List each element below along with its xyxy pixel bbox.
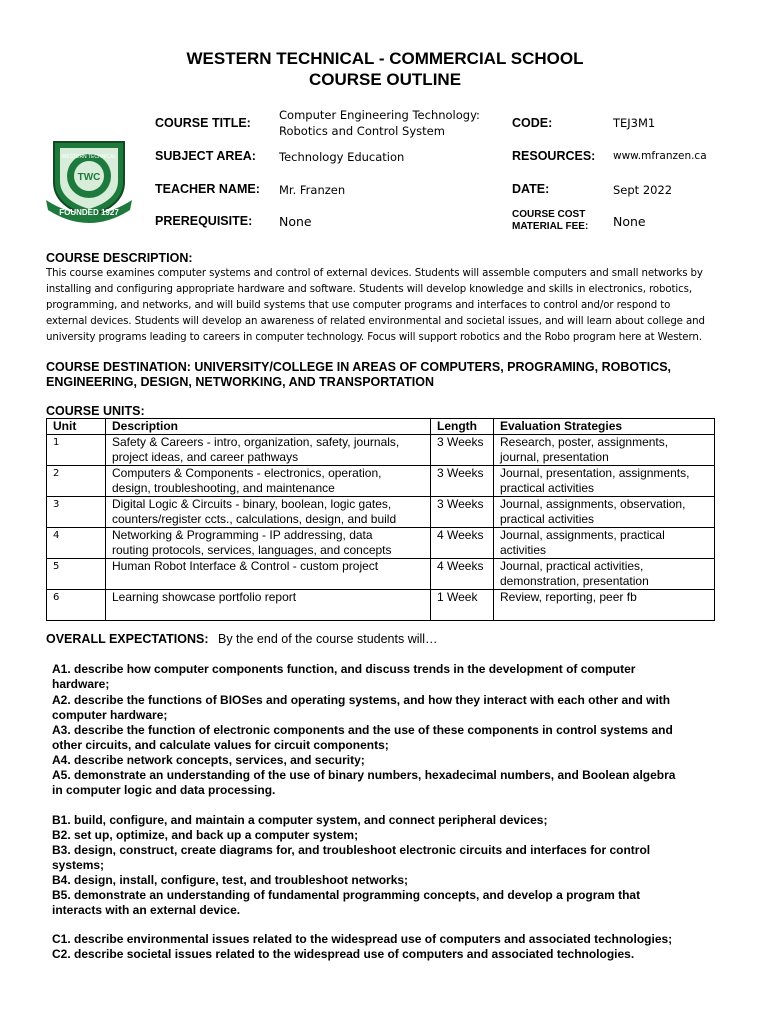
unit-length: 3 Weeks — [431, 497, 494, 528]
date-label: DATE: — [512, 182, 550, 196]
table-row — [47, 528, 715, 559]
fee-value: None — [613, 214, 646, 229]
table-row — [47, 435, 715, 466]
description-line: university programs leading to careers in computer technology. Focus will support robotics and the Robo program here at Western. — [46, 332, 702, 343]
document-title: COURSE OUTLINE — [308, 70, 462, 89]
unit-description: Human Robot Interface & Control - custom project — [106, 559, 431, 590]
expectation-line: interacts with an external device. — [52, 903, 241, 917]
unit-description: Computers & Components - electronics, operation, design, troubleshooting, and maintenance — [106, 466, 431, 497]
fee-label-line2: MATERIAL FEE: — [512, 221, 589, 232]
unit-description: Learning showcase portfolio report — [106, 590, 431, 621]
course-title-value-line2: Robotics and Control System — [279, 124, 445, 138]
teacher-name-value: Mr. Franzen — [279, 183, 346, 197]
unit-evaluation: Journal, assignments, observation, practical activities — [494, 497, 715, 528]
subject-area-label: SUBJECT AREA: — [155, 149, 256, 163]
subject-area-value: Technology Education — [279, 150, 405, 164]
expectation-line: systems; — [52, 858, 105, 872]
expectation-line: B5. demonstrate an understanding of fundamental programming concepts, and develop a program that — [52, 888, 641, 902]
unit-length: 3 Weeks — [431, 435, 494, 466]
date-value: Sept 2022 — [613, 183, 673, 197]
expectation-line: B2. set up, optimize, and back up a computer system; — [52, 828, 359, 842]
unit-number: 6 — [47, 590, 106, 621]
course-description-body — [46, 266, 726, 346]
table-row — [47, 466, 715, 497]
col-header-unit: Unit — [47, 419, 106, 435]
overall-expectations-intro: By the end of the course students will… — [218, 632, 438, 646]
col-header-description: Description — [106, 419, 431, 435]
unit-description: Safety & Careers - intro, organization, safety, journals, project ideas, and career pathways — [106, 435, 431, 466]
expectation-line: B1. build, configure, and maintain a computer system, and connect peripheral devices; — [52, 813, 548, 827]
unit-number: 2 — [47, 466, 106, 497]
expectation-line: in computer logic and data processing. — [52, 783, 276, 797]
expectation-line: C2. describe societal issues related to the widespread use of computers and associated technologies. — [52, 947, 635, 961]
prerequisite-value: None — [279, 214, 312, 229]
table-header-row — [47, 419, 715, 435]
expectation-line: B4. design, install, configure, test, and troubleshoot networks; — [52, 873, 409, 887]
table-row — [47, 559, 715, 590]
table-row — [47, 590, 715, 621]
resources-link[interactable]: www.mfranzen.ca — [613, 150, 707, 162]
unit-length: 4 Weeks — [431, 559, 494, 590]
description-line: This course examines computer systems and control of external devices. Students will assemble computers and small networks by — [46, 268, 703, 279]
course-destination-line1: COURSE DESTINATION: UNIVERSITY/COLLEGE IN AREAS OF COMPUTERS, PROGRAMING, ROBOTICS, — [46, 360, 672, 374]
expectation-line: A1. describe how computer components function, and discuss trends in the development of computer — [52, 662, 636, 676]
course-units-table — [46, 418, 715, 621]
crest-monogram: TWC — [77, 172, 101, 183]
prerequisite-label: PREREQUISITE: — [155, 214, 253, 228]
school-title: WESTERN TECHNICAL - COMMERCIAL SCHOOL — [186, 49, 584, 68]
course-destination-line2: ENGINEERING, DESIGN, NETWORKING, AND TRANSPORTATION — [46, 375, 434, 389]
unit-length: 3 Weeks — [431, 466, 494, 497]
table-row — [47, 497, 715, 528]
unit-number: 4 — [47, 528, 106, 559]
unit-number: 5 — [47, 559, 106, 590]
resources-label: RESOURCES: — [512, 149, 596, 163]
expectation-line: A5. demonstrate an understanding of the use of binary numbers, hexadecimal numbers, and Boolean algebra — [52, 768, 676, 782]
unit-evaluation: Review, reporting, peer fb — [494, 590, 715, 621]
unit-length: 4 Weeks — [431, 528, 494, 559]
unit-evaluation: Journal, presentation, assignments, practical activities — [494, 466, 715, 497]
unit-evaluation: Research, poster, assignments, journal, presentation — [494, 435, 715, 466]
fee-label-line1: COURSE COST — [512, 209, 586, 220]
description-line: installing and configuring appropriate hardware and software. Students will develop knowledge and skills in electronics, robotics, — [46, 284, 692, 295]
unit-evaluation: Journal, assignments, practical activities — [494, 528, 715, 559]
unit-number: 3 — [47, 497, 106, 528]
expectation-line: C1. describe environmental issues related to the widespread use of computers and associated technologies; — [52, 932, 673, 946]
unit-evaluation: Journal, practical activities, demonstration, presentation — [494, 559, 715, 590]
expectation-line: A2. describe the functions of BIOSes and operating systems, and how they interact with each other and with — [52, 693, 671, 707]
course-title-label: COURSE TITLE: — [155, 116, 251, 130]
expectation-line: hardware; — [52, 677, 110, 691]
unit-length: 1 Week — [431, 590, 494, 621]
code-value: TEJ3M1 — [613, 116, 656, 130]
expectation-line: A4. describe network concepts, services, and security; — [52, 753, 365, 767]
unit-description: Digital Logic & Circuits - binary, boolean, logic gates, counters/register ccts., calculations, design, and build — [106, 497, 431, 528]
unit-number: 1 — [47, 435, 106, 466]
col-header-evaluation: Evaluation Strategies — [494, 419, 715, 435]
overall-expectations — [46, 632, 438, 646]
course-units-heading: COURSE UNITS: — [46, 404, 145, 418]
course-title-value-line1: Computer Engineering Technology: — [279, 108, 480, 122]
description-line: external devices. Students will develop an awareness of related environmental and societal issues, and will learn about college and — [46, 316, 705, 327]
expectation-line: A3. describe the function of electronic components and the use of these components in control systems and — [52, 723, 673, 737]
description-line: programming, and networks, and will build systems that use computer programs and interfaces to control and/or respond to — [46, 300, 671, 311]
unit-description: Networking & Programming - IP addressing, data routing protocols, services, languages, and concepts — [106, 528, 431, 559]
overall-expectations-heading: OVERALL EXPECTATIONS: — [46, 632, 209, 646]
course-description-heading: COURSE DESCRIPTION: — [46, 251, 193, 265]
crest-motto: FOUNDED 1927 — [59, 208, 119, 217]
teacher-name-label: TEACHER NAME: — [155, 182, 260, 196]
col-header-length: Length — [431, 419, 494, 435]
expectation-line: B3. design, construct, create diagrams for, and troubleshoot electronic circuits and interfaces for control — [52, 843, 651, 857]
expectation-line: computer hardware; — [52, 708, 168, 722]
expectation-line: other circuits, and calculate values for circuit components; — [52, 738, 389, 752]
school-crest-logo — [44, 136, 134, 229]
code-label: CODE: — [512, 116, 553, 130]
crest-top-text: WESTERN TECHNICAL — [61, 154, 117, 160]
